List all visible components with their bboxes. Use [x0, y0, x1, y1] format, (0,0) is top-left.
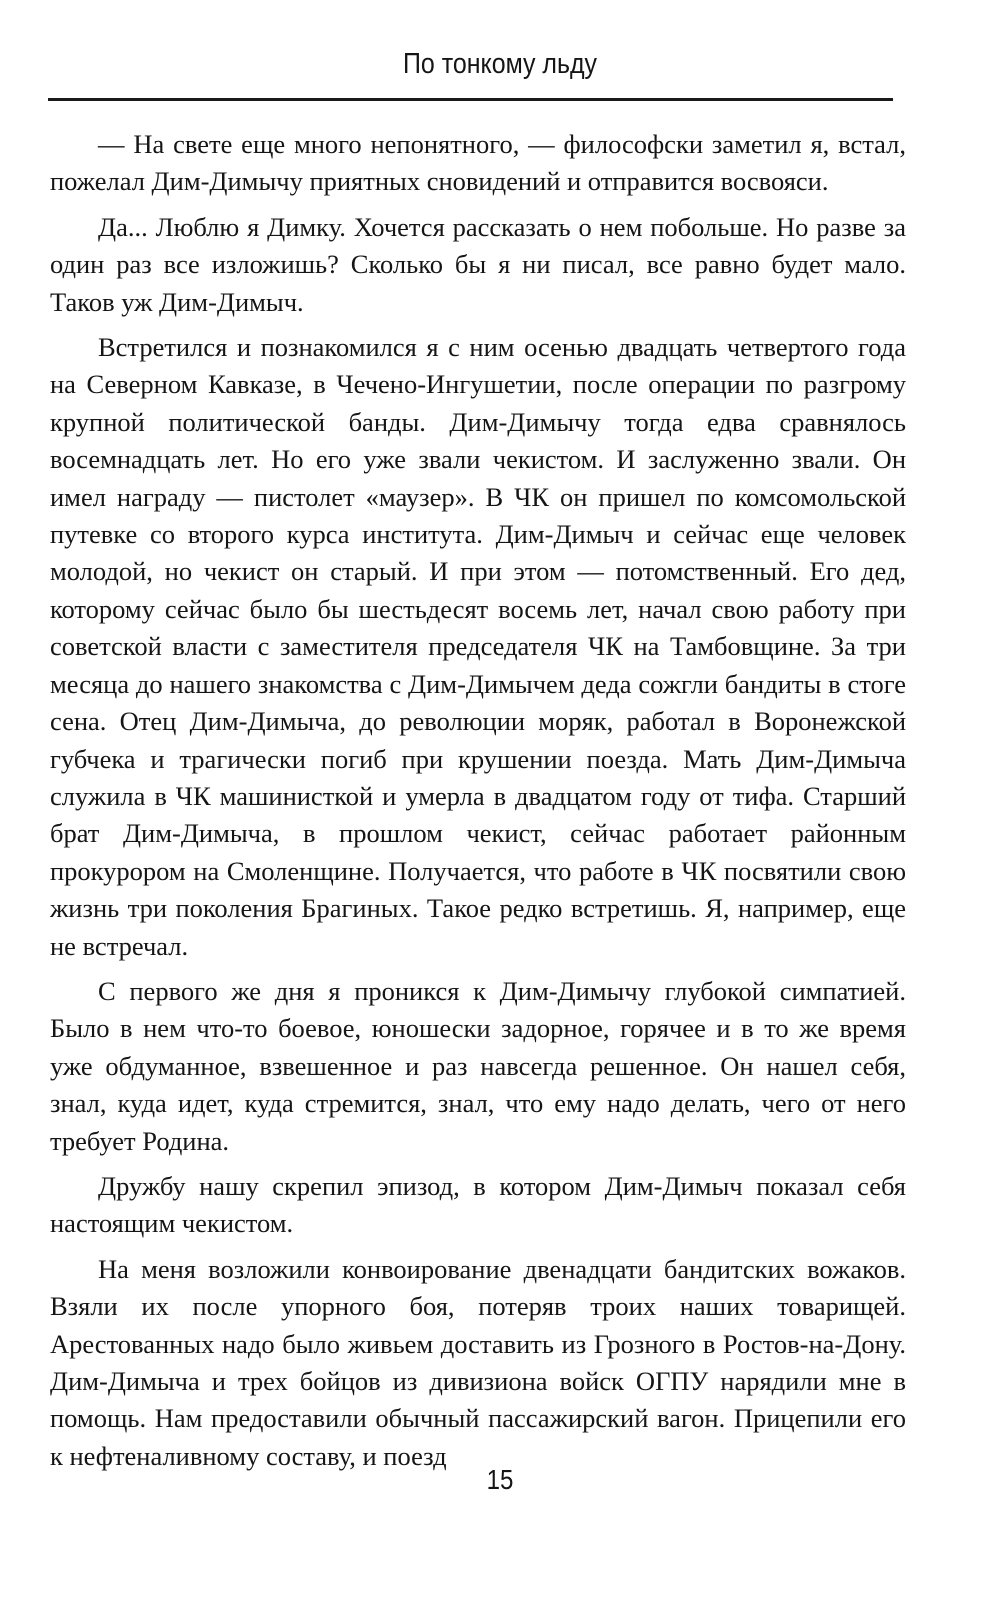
paragraph: Встретился и познакомился я с ним осенью двадцать четвертого года на Северном Кавказе, в Чечено-Ингушетии, после операции по разгрому крупной политической банды. Дим-Димычу тогда едва сравнялось восемнадцать лет. Но его уже звали чекистом. И заслуженно звали. Он имел награду — пистолет «маузер». В ЧК он пришел по комсомольской путевке со второго курса института. Дим-Димыч и сейчас еще человек молодой, но чекист он старый. И при этом — потомственный. Его дед, которому сейчас было бы шестьдесят восемь лет, начал свою работу при советской власти с заместителя председателя ЧК на Тамбовщине. За три месяца до нашего знакомства с Дим-Димычем деда сожгли бандиты в стоге сена. Отец Дим-Димыча, до революции моряк, работал в Воронежской губчека и трагически погиб при крушении поезда. Мать Дим-Димыча служила в ЧК машинисткой и умерла в двадцатом году от тифа. Старший брат Дим-Димыча, в прошлом чекист, сейчас работает районным прокурором на Смоленщине. Получается, что работе в ЧК посвятили свою жизнь три поколения Брагиных. Такое редко встретишь. Я, например, еще не встречал. — [50, 332, 906, 961]
paragraph: Да... Люблю я Димку. Хочется рассказать о нем побольше. Но разве за один раз все изложишь? Сколько бы я ни писал, все равно будет мало. Таков уж Дим-Димыч. — [50, 211, 906, 317]
header-rule — [48, 98, 893, 101]
paragraph: С первого же дня я проникся к Дим-Димычу глубокой симпатией. Было в нем что-то боевое, юношески задорное, горячее и в то же время уже обдуманное, взвешенное и раз навсегда решенное. Он нашел себя, знал, куда идет, куда стремится, знал, что ему надо делать, чего от него требует Родина. — [50, 975, 906, 1156]
paragraph: Дружбу нашу скрепил эпизод, в котором Дим-Димыч показал себя настоящим чекистом. — [50, 1170, 906, 1239]
paragraph: На меня возложили конвоирование двенадцати бандитских вожаков. Взяли их после упорного боя, потеряв троих наших товарищей. Арестованных надо было живьем доставить из Грозного в Ростов-на-Дону. Дим-Димыча и трех бойцов из дивизиона войск ОГПУ нарядили мне в помощь. Нам предоставили обычный пассажирский вагон. Прицепили его к нефтеналивному составу, и поезд — [50, 1253, 906, 1471]
running-title: По тонкому льду — [403, 48, 597, 80]
body-text — [50, 126, 906, 1475]
page-number: 15 — [486, 1464, 514, 1495]
paragraph: — На свете еще много непонятного, — философски заметил я, встал, пожелал Дим-Димычу приятных сновидений и отправится восвояси. — [50, 129, 906, 197]
